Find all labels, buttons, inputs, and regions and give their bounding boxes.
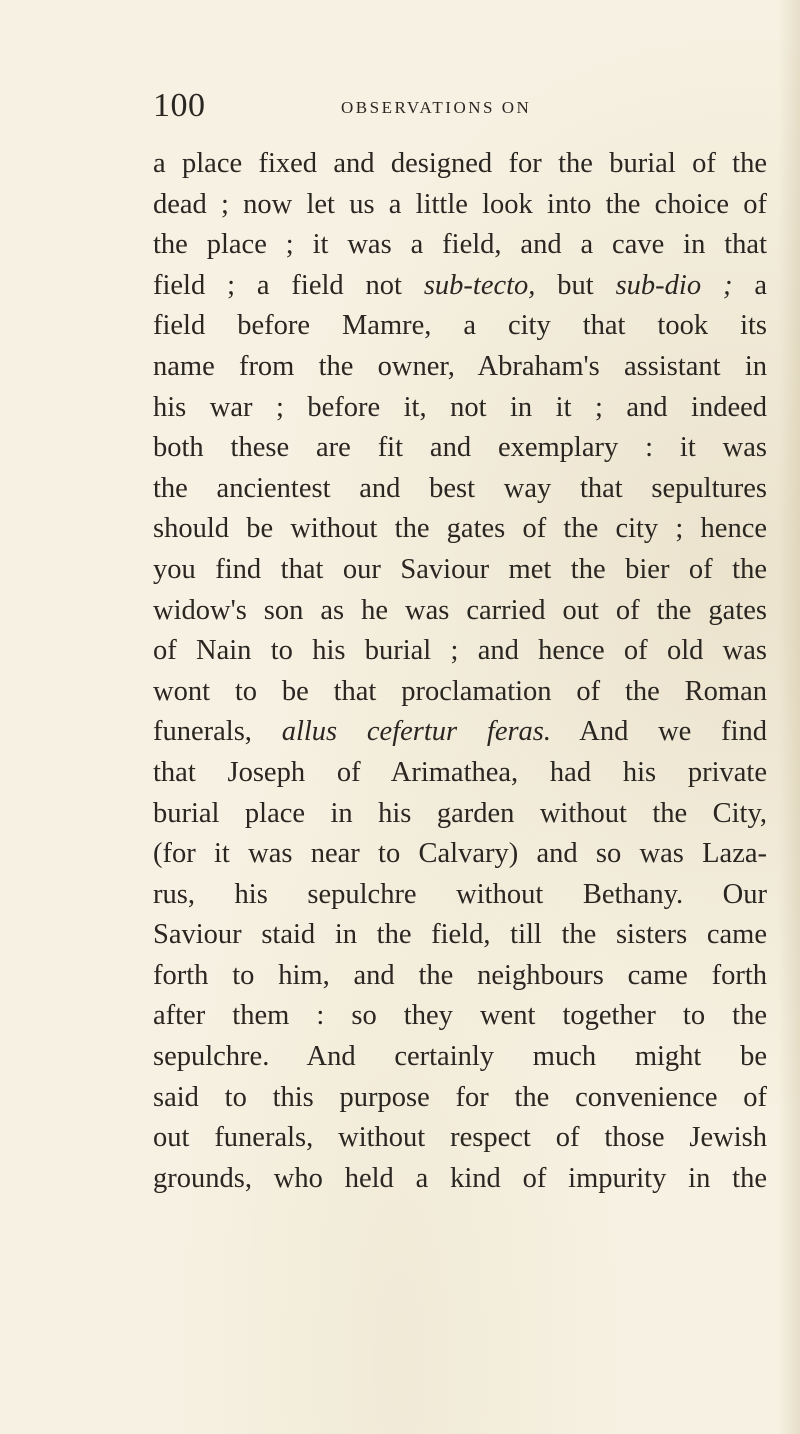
text-run: should be without the gates of the city ; hence (153, 513, 767, 545)
running-head (153, 86, 713, 136)
text-line (153, 1037, 767, 1078)
text-run: said to this purpose for the convenience of (153, 1081, 767, 1113)
text-run: grounds, who held a kind of impurity in the (153, 1162, 767, 1194)
text-line (153, 753, 767, 794)
text-line (153, 347, 767, 388)
text-line (153, 834, 767, 875)
text-line (153, 1118, 767, 1159)
text-run: sepulchre. And certainly much might be (153, 1041, 767, 1073)
text-run: the ancientest and best way that sepultures (153, 472, 767, 504)
text-line (153, 794, 767, 835)
text-run: forth to him, and the neighbours came forth (153, 959, 767, 991)
text-run: you find that our Saviour met the bier of the (153, 553, 767, 585)
text-line (153, 388, 767, 429)
text-run: dead ; now let us a little look into the choice of (153, 188, 767, 220)
text-line (153, 1159, 767, 1200)
text-run: but (535, 269, 616, 301)
text-run: And we find (551, 716, 768, 748)
text-run: rus, his sepulchre without Bethany. Our (153, 878, 767, 910)
text-line (153, 1078, 767, 1119)
text-run: widow's son as he was carried out of the gates (153, 594, 767, 626)
text-run: funerals, (153, 716, 282, 748)
text-run: a (732, 269, 767, 301)
text-run: a place fixed and designed for the burial of the (153, 148, 767, 179)
text-line (153, 469, 767, 510)
text-line (153, 672, 767, 713)
text-line (153, 266, 767, 307)
text-line (153, 509, 767, 550)
text-line (153, 306, 767, 347)
text-line (153, 712, 767, 753)
text-run: after them : so they went together to the (153, 1000, 767, 1032)
text-line (153, 915, 767, 956)
text-run: field before Mamre, a city that took its (153, 310, 767, 342)
text-run: Saviour staid in the field, till the sisters came (153, 919, 767, 951)
text-run: name from the owner, Abraham's assistant in (153, 350, 767, 382)
text-line (153, 185, 767, 226)
text-run: that Joseph of Arimathea, had his private (153, 756, 767, 788)
page-number: 100 (153, 87, 206, 124)
italic-text: sub-dio ; (615, 269, 733, 301)
text-line (153, 144, 767, 185)
page-edge-shadow (778, 0, 800, 1434)
text-line (153, 996, 767, 1037)
text-run: (for it was near to Calvary) and so was Laza- (153, 838, 767, 870)
text-line (153, 550, 767, 591)
text-line (153, 631, 767, 672)
text-run: of Nain to his burial ; and hence of old was (153, 635, 767, 667)
text-line (153, 956, 767, 997)
italic-text: sub-tecto, (423, 269, 536, 301)
text-run: burial place in his garden without the City, (153, 797, 767, 829)
text-line (153, 875, 767, 916)
text-run: both these are fit and exemplary : it was (153, 432, 767, 464)
text-run: out funerals, without respect of those Jewish (153, 1122, 767, 1154)
running-title: OBSERVATIONS ON (341, 98, 532, 117)
text-line (153, 428, 767, 469)
text-line (153, 225, 767, 266)
italic-text: allus cefertur feras. (281, 716, 552, 748)
text-run: the place ; it was a field, and a cave in that (153, 229, 767, 261)
text-run: his war ; before it, not in it ; and indeed (153, 391, 767, 423)
text-run: wont to be that proclamation of the Roman (153, 675, 767, 707)
text-line (153, 591, 767, 632)
text-run: field ; a field not (153, 269, 424, 301)
body-text (153, 144, 773, 1199)
